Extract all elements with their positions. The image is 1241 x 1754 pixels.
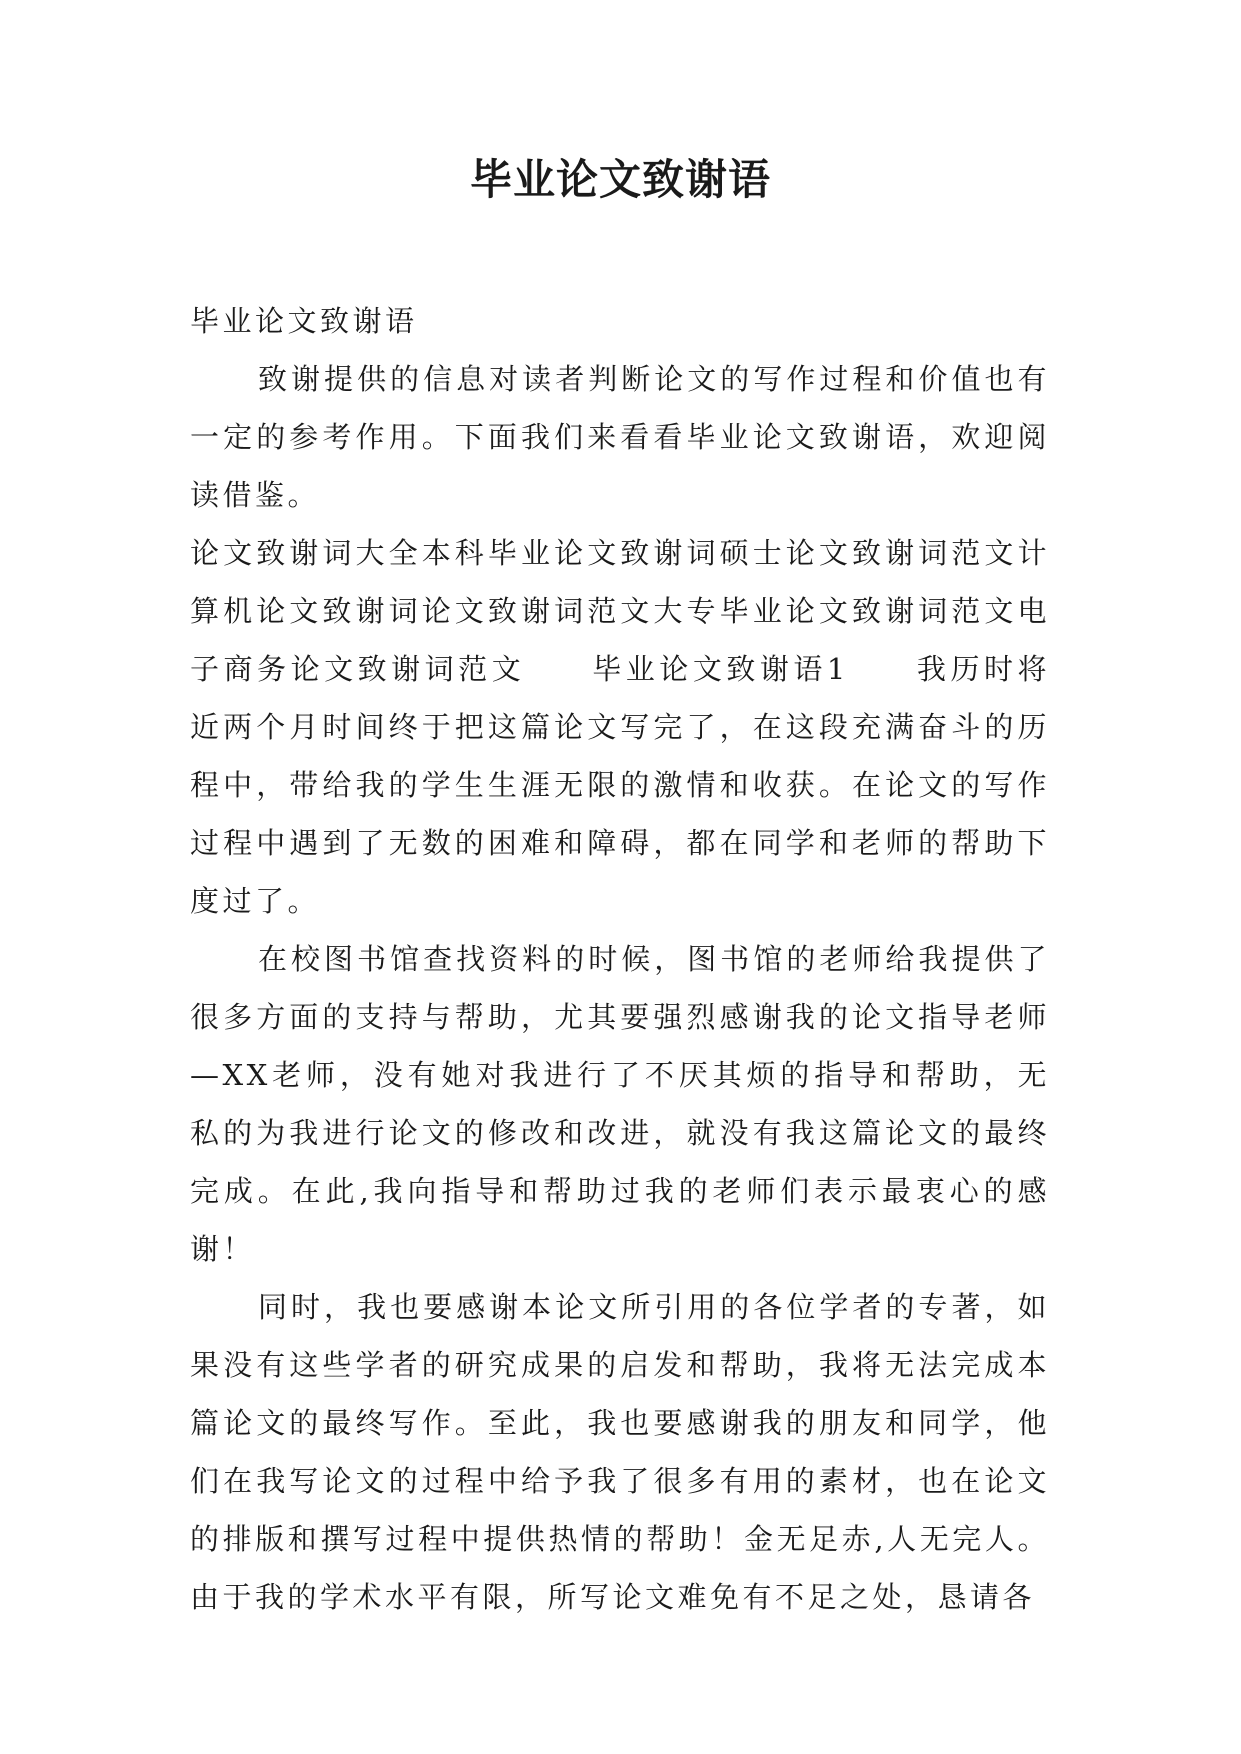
paragraph-intro: 致谢提供的信息对读者判断论文的写作过程和价值也有一定的参考作用。下面我们来看看毕业论文致谢语，欢迎阅读借鉴。 [190,362,1050,512]
paragraph-heading: 毕业论文致谢语 [190,304,418,338]
document-title: 毕业论文致谢语 [469,155,771,204]
document-body [190,292,1050,1626]
paragraph-library-thanks: 在校图书馆查找资料的时候，图书馆的老师给我提供了很多方面的支持与帮助，尤其要强烈感谢我的论文指导老师—XX老师，没有她对我进行了不厌其烦的指导和帮助，无私的为我进行论文的修改和改进，就没有我这篇论文的最终完成。在此,我向指导和帮助过我的老师们表示最衷心的感谢！ [190,942,1050,1266]
paragraph-scholars-thanks: 同时，我也要感谢本论文所引用的各位学者的专著，如果没有这些学者的研究成果的启发和帮助，我将无法完成本篇论文的最终写作。至此，我也要感谢我的朋友和同学，他们在我写论文的过程中给予我了很多有用的素材，也在论文的排版和撰写过程中提供热情的帮助！金无足赤,人无完人。由于我的学术水平有限，所写论文难免有不足之处，恳请各 [190,1290,1050,1614]
paragraph-links-and-first-text: 论文致谢词大全本科毕业论文致谢词硕士论文致谢词范文计算机论文致谢词论文致谢词范文大专毕业论文致谢词范文电子商务论文致谢词范文 毕业论文致谢语1 我历时将近两个月时间终于把这篇论文写完了，在这段充满奋斗的历程中，带给我的学生生涯无限的激情和收获。在论文的写作过程中遇到了无数的困难和障碍，都在同学和老师的帮助下度过了。 [190,536,1050,918]
